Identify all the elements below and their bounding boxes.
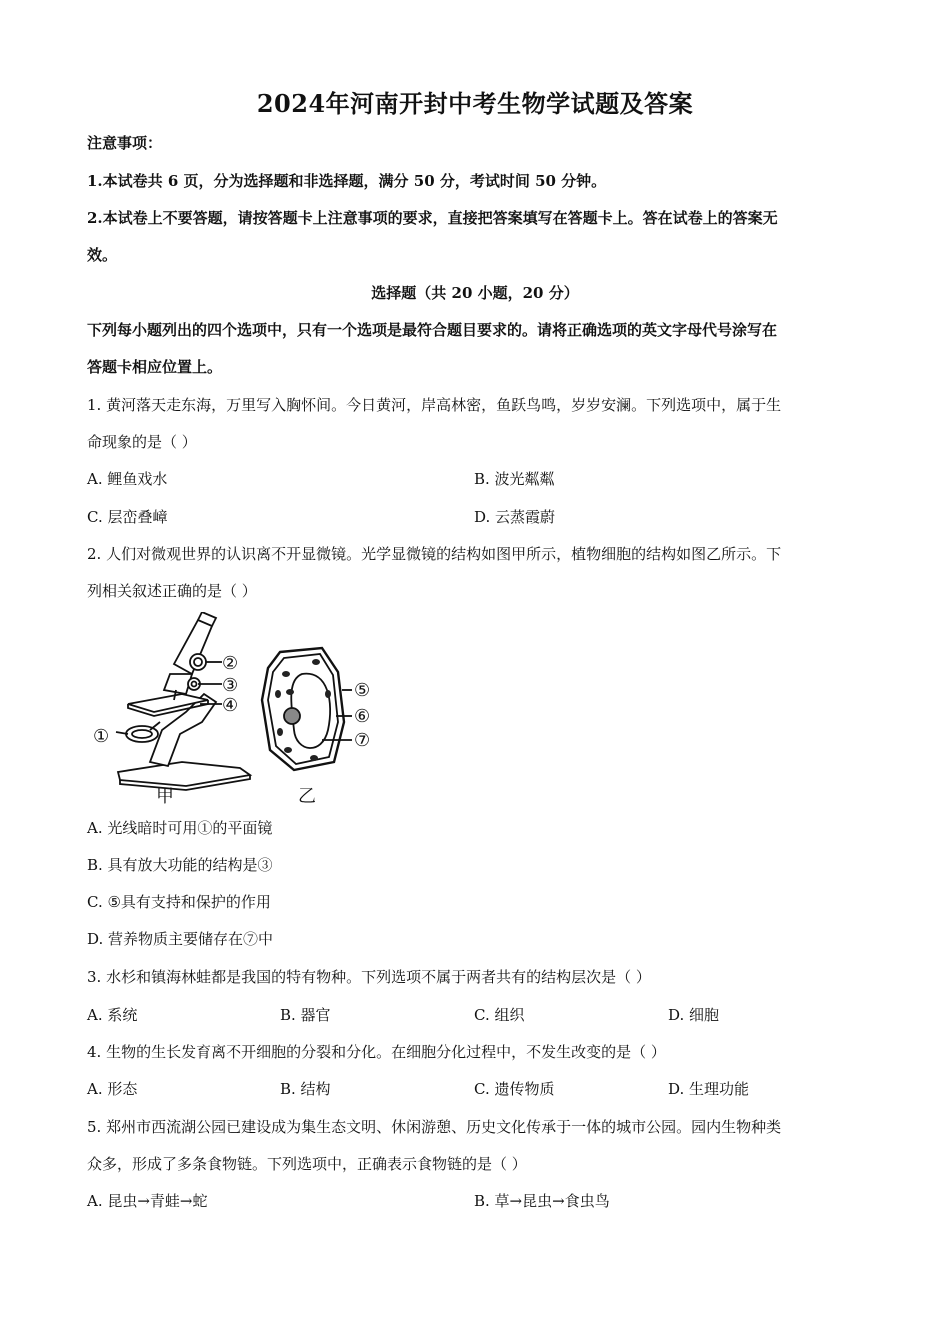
figure-label-1: ① <box>93 726 110 747</box>
question-1-stem: 1. 黄河落天走东海，万里写入胸怀间。今日黄河，岸高林密，鱼跃鸟鸣，岁岁安澜。下列选项中，属于生 <box>87 396 782 414</box>
question-1-stem-cont: 命现象的是（ ） <box>87 433 197 451</box>
figure-caption-jia: 甲 <box>156 786 174 807</box>
question-1-option-d: D. 云蒸霞蔚 <box>474 508 556 526</box>
question-5-option-a: A. 昆虫→青蛙→蛇 <box>87 1192 208 1210</box>
page-title: 2024年河南开封中考生物学试题及答案 <box>256 89 694 118</box>
section-instruction: 下列每小题列出的四个选项中，只有一个选项是最符合题目要求的。请将正确选项的英文字母代号涂写在 <box>87 321 778 339</box>
question-1-option-a: A. 鲤鱼戏水 <box>87 470 168 488</box>
question-3-option-d: D. 细胞 <box>668 1006 720 1024</box>
figure-label-2: ② <box>222 653 239 674</box>
figure-label-3: ③ <box>222 675 239 696</box>
notice-heading: 注意事项： <box>87 134 163 152</box>
figure-label-7: ⑦ <box>354 730 371 751</box>
question-4-stem: 4. 生物的生长发育离不开细胞的分裂和分化。在细胞分化过程中，不发生改变的是（ ） <box>87 1043 666 1061</box>
figure-label-4: ④ <box>222 695 239 716</box>
question-4-option-b: B. 结构 <box>280 1080 331 1098</box>
question-3-option-b: B. 器官 <box>280 1006 331 1024</box>
question-1-option-c: C. 层峦叠嶂 <box>87 508 168 526</box>
question-4-option-c: C. 遗传物质 <box>474 1080 555 1098</box>
question-1-option-b: B. 波光粼粼 <box>474 470 555 488</box>
figure-label-5: ⑤ <box>354 680 371 701</box>
microscope-cell-figure <box>90 612 390 807</box>
question-2-option-d: D. 营养物质主要储存在⑦中 <box>87 930 274 948</box>
question-2-option-a: A. 光线暗时可用①的平面镜 <box>87 819 273 837</box>
section-instruction-cont: 答题卡相应位置上。 <box>87 358 223 376</box>
section-heading: 选择题（共 20 小题，20 分） <box>371 284 579 302</box>
question-5-option-b: B. 草→昆虫→食虫鸟 <box>474 1192 610 1210</box>
question-3-stem: 3. 水杉和镇海林蛙都是我国的特有物种。下列选项不属于两者共有的结构层次是（ ） <box>87 968 651 986</box>
figure-label-6: ⑥ <box>354 706 371 727</box>
question-2-option-c: C. ⑤具有支持和保护的作用 <box>87 893 271 911</box>
question-4-option-a: A. 形态 <box>87 1080 138 1098</box>
question-3-option-c: C. 组织 <box>474 1006 525 1024</box>
notice-item-2-cont: 效。 <box>87 246 118 264</box>
question-2-stem-cont: 列相关叙述正确的是（ ） <box>87 582 257 600</box>
notice-item-2: 2.本试卷上不要答题，请按答题卡上注意事项的要求，直接把答案填写在答题卡上。答在试卷上的答案无 <box>87 209 778 227</box>
question-5-stem: 5. 郑州市西流湖公园已建设成为集生态文明、休闲游憩、历史文化传承于一体的城市公园。园内生物种类 <box>87 1118 782 1136</box>
question-5-stem-cont: 众多，形成了多条食物链。下列选项中，正确表示食物链的是（ ） <box>87 1155 527 1173</box>
question-4-option-d: D. 生理功能 <box>668 1080 750 1098</box>
figure-caption-yi: 乙 <box>298 786 316 807</box>
question-2-stem: 2. 人们对微观世界的认识离不开显微镜。光学显微镜的结构如图甲所示，植物细胞的结构如图乙所示。下 <box>87 545 782 563</box>
question-3-option-a: A. 系统 <box>87 1006 138 1024</box>
question-2-option-b: B. 具有放大功能的结构是③ <box>87 856 273 874</box>
notice-item-1: 1.本试卷共 6 页，分为选择题和非选择题，满分 50 分，考试时间 50 分钟。 <box>87 172 607 190</box>
